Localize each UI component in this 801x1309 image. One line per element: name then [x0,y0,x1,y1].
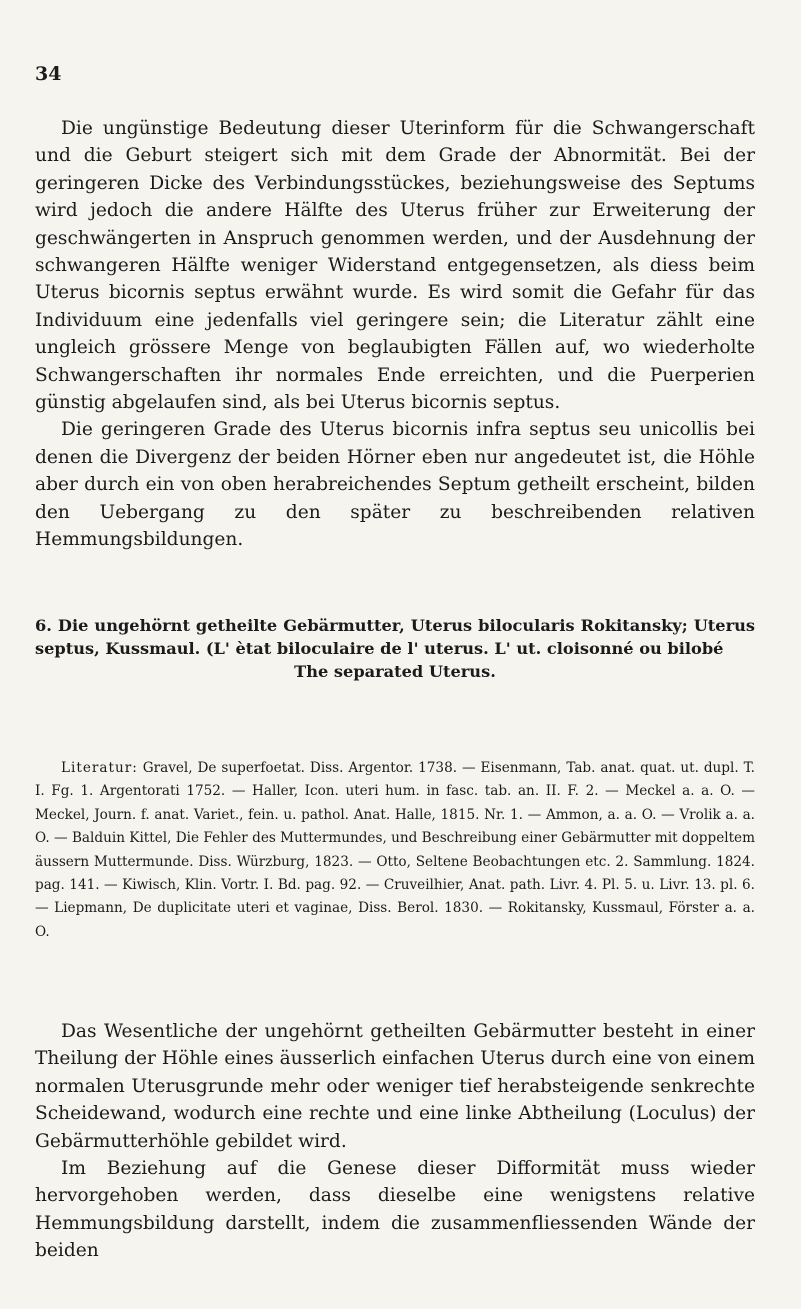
body-text-bottom [35,1018,755,1265]
section-heading-main: 6. Die ungehörnt getheilte Gebärmutter, Uterus bilocularis Rokitansky; Uterus septus, Kussmaul. (L' ètat biloculaire de l' uterus. L' ut. cloisonné ou bilobé [35,616,755,658]
paragraph: Im Beziehung auf die Genese dieser Difformität muss wieder hervorgehoben werden, dass dieselbe eine wenigstens relative Hemmungsbildung darstellt, indem die zusammenfliessenden Wände der beiden [35,1158,755,1262]
paragraph: Die ungünstige Bedeutung dieser Uterinform für die Schwangerschaft und die Geburt steigert sich mit dem Grade der Abnormität. Bei der geringeren Dicke des Verbindungsstückes, beziehungsweise des Septums wird jedoch die andere Hälfte des Uterus früher zur Erweiterung der geschwängerten in Anspruch genommen werden, und der Ausdehnung der schwangeren Hälfte weniger Widerstand entgegensetzen, als diess beim Uterus bicornis septus erwähnt wurde. Es wird somit die Gefahr für das Individuum eine jedenfalls viel geringere sein; die Literatur zählt eine ungleich grössere Menge von beglaubigten Fällen auf, wo wiederholte Schwangerschaften ihr normales Ende erreichten, und die Puerperien günstig abgelaufen sind, als bei Uterus bicornis septus. [35,118,755,414]
section-heading [35,614,755,683]
paragraph: Das Wesentliche der ungehörnt getheilten Gebärmutter besteht in einer Theilung der Höhle eines äusserlich einfachen Uterus durch eine von einem normalen Uterusgrunde mehr oder weniger tief herabsteigende senkrechte Scheidewand, wodurch eine rechte und eine linke Abtheilung (Loculus) der Gebärmutterhöhle gebildet wird. [35,1021,755,1152]
literature-references [35,757,755,944]
literature-label: Literatur: [61,760,138,776]
paragraph: Die geringeren Grade des Uterus bicornis infra septus seu unicollis bei denen die Divergenz der beiden Hörner eben nur angedeutet ist, die Höhle aber durch ein von oben herabreichendes Septum getheilt erscheint, bilden den Uebergang zu den später zu beschreibenden relativen Hemmungsbildungen. [35,419,755,551]
body-text-top [35,115,755,554]
section-heading-english: The separated Uterus. [294,662,496,681]
literature-text: Gravel, De superfoetat. Diss. Argentor. 1738. — Eisenmann, Tab. anat. quat. ut. dupl. T. I. Fg. 1. Argentorati 1752. — Haller, Icon. uteri hum. in fasc. tab. an. II. F. 2. — Meckel a. a. O. — Meckel, Journ. f. anat. Variet., fein. u. pathol. Anat. Halle, 1815. Nr. 1. — Ammon, a. a. O. — Vrolik a. a. O. — Balduin Kittel, Die Fehler des Muttermundes, und Beschreibung einer Gebärmutter mit doppeltem äussern Muttermunde. Diss. Würzburg, 1823. — Otto, Seltene Beobachtungen etc. 2. Sammlung. 1824. pag. 141. — Kiwisch, Klin. Vortr. I. Bd. pag. 92. — Cruveilhier, Anat. path. Livr. 4. Pl. 5. u. Livr. 13. pl. 6. — Liepmann, De duplicitate uteri et vaginae, Diss. Berol. 1830. — Rokitansky, Kussmaul, Förster a. a. O. [35,760,755,940]
page-number: 34 [35,63,62,85]
